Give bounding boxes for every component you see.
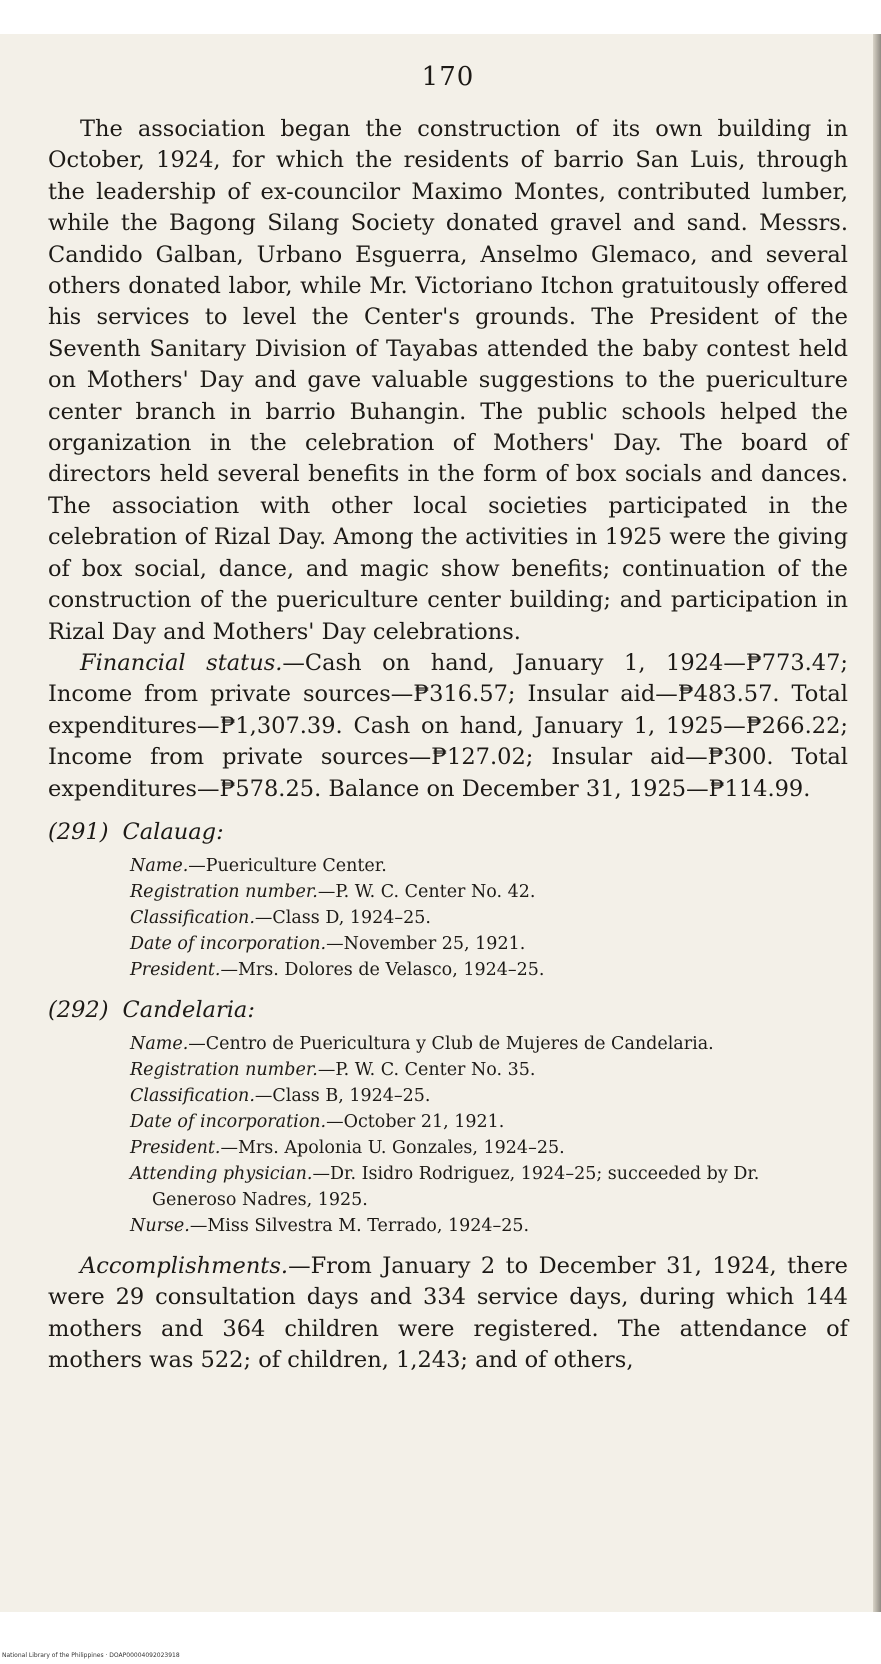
field-attending-physician: Attending physician.—Dr. Isidro Rodriguez, 1924–25; succeeded by Dr. Generoso Nadres, 1925. — [130, 1163, 760, 1210]
entry-place: Calauag: — [122, 818, 224, 845]
entry-heading — [48, 819, 848, 845]
entry-number: (291) — [48, 818, 109, 845]
financial-status-text: —Cash on hand, January 1, 1924—₱773.47; Income from private sources—₱316.57; Insular aid—₱483.57. Total expenditures—₱1,307.39. Cash on hand, January 1, 1925—₱266.22; Income from private sources—₱127.02; Insular aid—₱300. Total expenditures—₱578.25. Balance on December 31, 1925—₱114.99. — [48, 649, 849, 802]
field-classification: Classification.—Class D, 1924–25. — [130, 907, 431, 928]
field-date-of-incorporation: Date of incorporation.—November 25, 1921. — [130, 933, 526, 954]
entry-place: Candelaria: — [122, 996, 255, 1023]
paragraph-financial-status — [48, 648, 848, 805]
financial-status-label: Financial status. — [80, 649, 283, 676]
field-name: Name.—Centro de Puericultura y Club de Mujeres de Candelaria. — [130, 1033, 714, 1054]
entry-fields — [130, 853, 848, 983]
field-classification: Classification.—Class B, 1924–25. — [130, 1085, 431, 1106]
accomplishments-label: Accomplishments. — [80, 1252, 289, 1279]
entry-fields — [130, 1031, 848, 1239]
field-registration-number: Registration number.—P. W. C. Center No. 42. — [130, 881, 536, 902]
field-name: Name.—Puericulture Center. — [130, 855, 387, 876]
entry-candelaria — [48, 997, 848, 1239]
entry-heading — [48, 997, 848, 1023]
field-president: President.—Mrs. Dolores de Velasco, 1924–25. — [130, 959, 545, 980]
page-number: 170 — [421, 62, 475, 92]
page-edge-shadow — [873, 34, 881, 1612]
entry-calauag — [48, 819, 848, 983]
field-nurse: Nurse.—Miss Silvestra M. Terrado, 1924–25. — [130, 1215, 530, 1236]
page-content — [48, 62, 848, 1377]
paragraph-construction: The association began the construction of its own building in October, 1924, for which the residents of barrio San Luis, through the leadership of ex-councilor Maximo Montes, contributed lumber, while the Bagong Silang Society donated gravel and sand. Messrs. Candido Galban, Urbano Esguerra, Anselmo Glemaco, and several others donated labor, while Mr. Victoriano Itchon gratuitously offered his services to level the Center's grounds. The President of the Seventh Sanitary Division of Tayabas attended the baby contest held on Mothers' Day and gave valuable suggestions to the puericulture center branch in barrio Buhangin. The public schools helped the organization in the celebration of Mothers' Day. The board of directors held several benefits in the form of box socials and dances. The association with other local societies participated in the celebration of Rizal Day. Among the activities in 1925 were the giving of box social, dance, and magic show benefits; continuation of the construction of the puericulture center building; and participation in Rizal Day and Mothers' Day celebrations. — [48, 116, 848, 645]
field-president: President.—Mrs. Apolonia U. Gonzales, 1924–25. — [130, 1137, 565, 1158]
entry-number: (292) — [48, 996, 109, 1023]
field-registration-number: Registration number.—P. W. C. Center No. 35. — [130, 1059, 536, 1080]
paragraph-accomplishments — [48, 1251, 848, 1377]
scan-footer-credit: National Library of the Philippines · DOAP00004092023918 — [2, 1652, 180, 1659]
accomplishments-text: —From January 2 to December 31, 1924, there were 29 consultation days and 334 service days, during which 144 mothers and 364 children were registered. The attendance of mothers was 522; of children, 1,243; and of others, — [48, 1252, 848, 1374]
field-date-of-incorporation: Date of incorporation.—October 21, 1921. — [130, 1111, 505, 1132]
